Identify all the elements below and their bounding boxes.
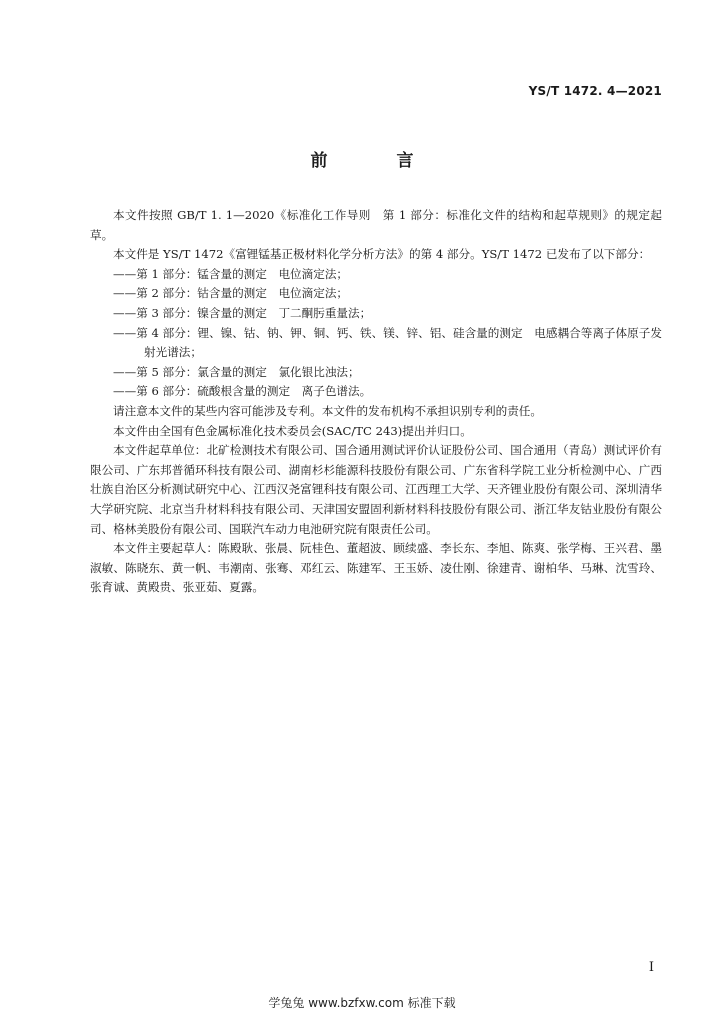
paragraph-drafting-rules: 本文件按照 GB/T 1. 1—2020《标准化工作导则 第 1 部分：标准化文件的结构和起草规则》的规定起草。 bbox=[90, 208, 662, 242]
paragraph-committee: 本文件由全国有色金属标准化技术委员会(SAC/TC 243)提出并归口。 bbox=[113, 423, 472, 438]
page-number: I bbox=[648, 960, 654, 975]
list-item-part-6: ——第 6 部分：硫酸根含量的测定 离子色谱法。 bbox=[113, 384, 372, 399]
list-item-part-5: ——第 5 部分：氯含量的测定 氯化银比浊法； bbox=[113, 364, 360, 379]
list-item-part-4: ——第 4 部分：锂、镍、钴、钠、钾、铜、钙、铁、镁、锌、铝、硅含量的测定 电感耦合等离子体原子发射光谱法； bbox=[113, 325, 662, 360]
list-item-part-3: ——第 3 部分：镍含量的测定 丁二酮肟重量法； bbox=[113, 305, 372, 320]
paragraph-drafters: 本文件主要起草人：陈殿耿、张晨、阮桂色、董超波、顾续盛、李长东、李旭、陈爽、张学梅、王兴君、墨淑敏、陈晓东、黄一帆、韦潮南、张骞、邓红云、陈建军、王玉娇、凌仕刚、徐建青、谢柏华、马琳、沈雪玲、张育诚、黄殿贵、张亚茹、夏露。 bbox=[90, 541, 662, 595]
document-body bbox=[90, 206, 662, 598]
list-item-part-2: ——第 2 部分：钴含量的测定 电位滴定法； bbox=[113, 286, 349, 301]
page-title: 前 言 bbox=[310, 151, 440, 171]
paragraph-drafting-units: 本文件起草单位：北矿检测技术有限公司、国合通用测试评价认证股份公司、国合通用（青岛）测试评价有限公司、广东邦普循环科技有限公司、湖南杉杉能源科技股份有限公司、广东省科学院工业分析检测中心、广西壮族自治区分析测试研究中心、江西汉尧富锂科技有限公司、江西理工大学、天齐锂业股份有限公司、深圳清华大学研究院、北京当升材料科技有限公司、天津国安盟固利新材料科技股份有限公司、浙江华友钴业股份有限公司、格林美股份有限公司、国联汽车动力电池研究院有限责任公司。 bbox=[90, 443, 662, 536]
footer-watermark: 学兔兔 www.bzfxw.com 标准下载 bbox=[268, 996, 456, 1010]
list-item-part-1: ——第 1 部分：锰含量的测定 电位滴定法； bbox=[113, 266, 349, 281]
standard-code: YS/T 1472. 4—2021 bbox=[528, 84, 662, 98]
paragraph-series-intro: 本文件是 YS/T 1472《富锂锰基正极材料化学分析方法》的第 4 部分。YS/T 1472 已发布了以下部分： bbox=[113, 247, 651, 262]
paragraph-patent-notice: 请注意本文件的某些内容可能涉及专利。本文件的发布机构不承担识别专利的责任。 bbox=[113, 403, 542, 418]
